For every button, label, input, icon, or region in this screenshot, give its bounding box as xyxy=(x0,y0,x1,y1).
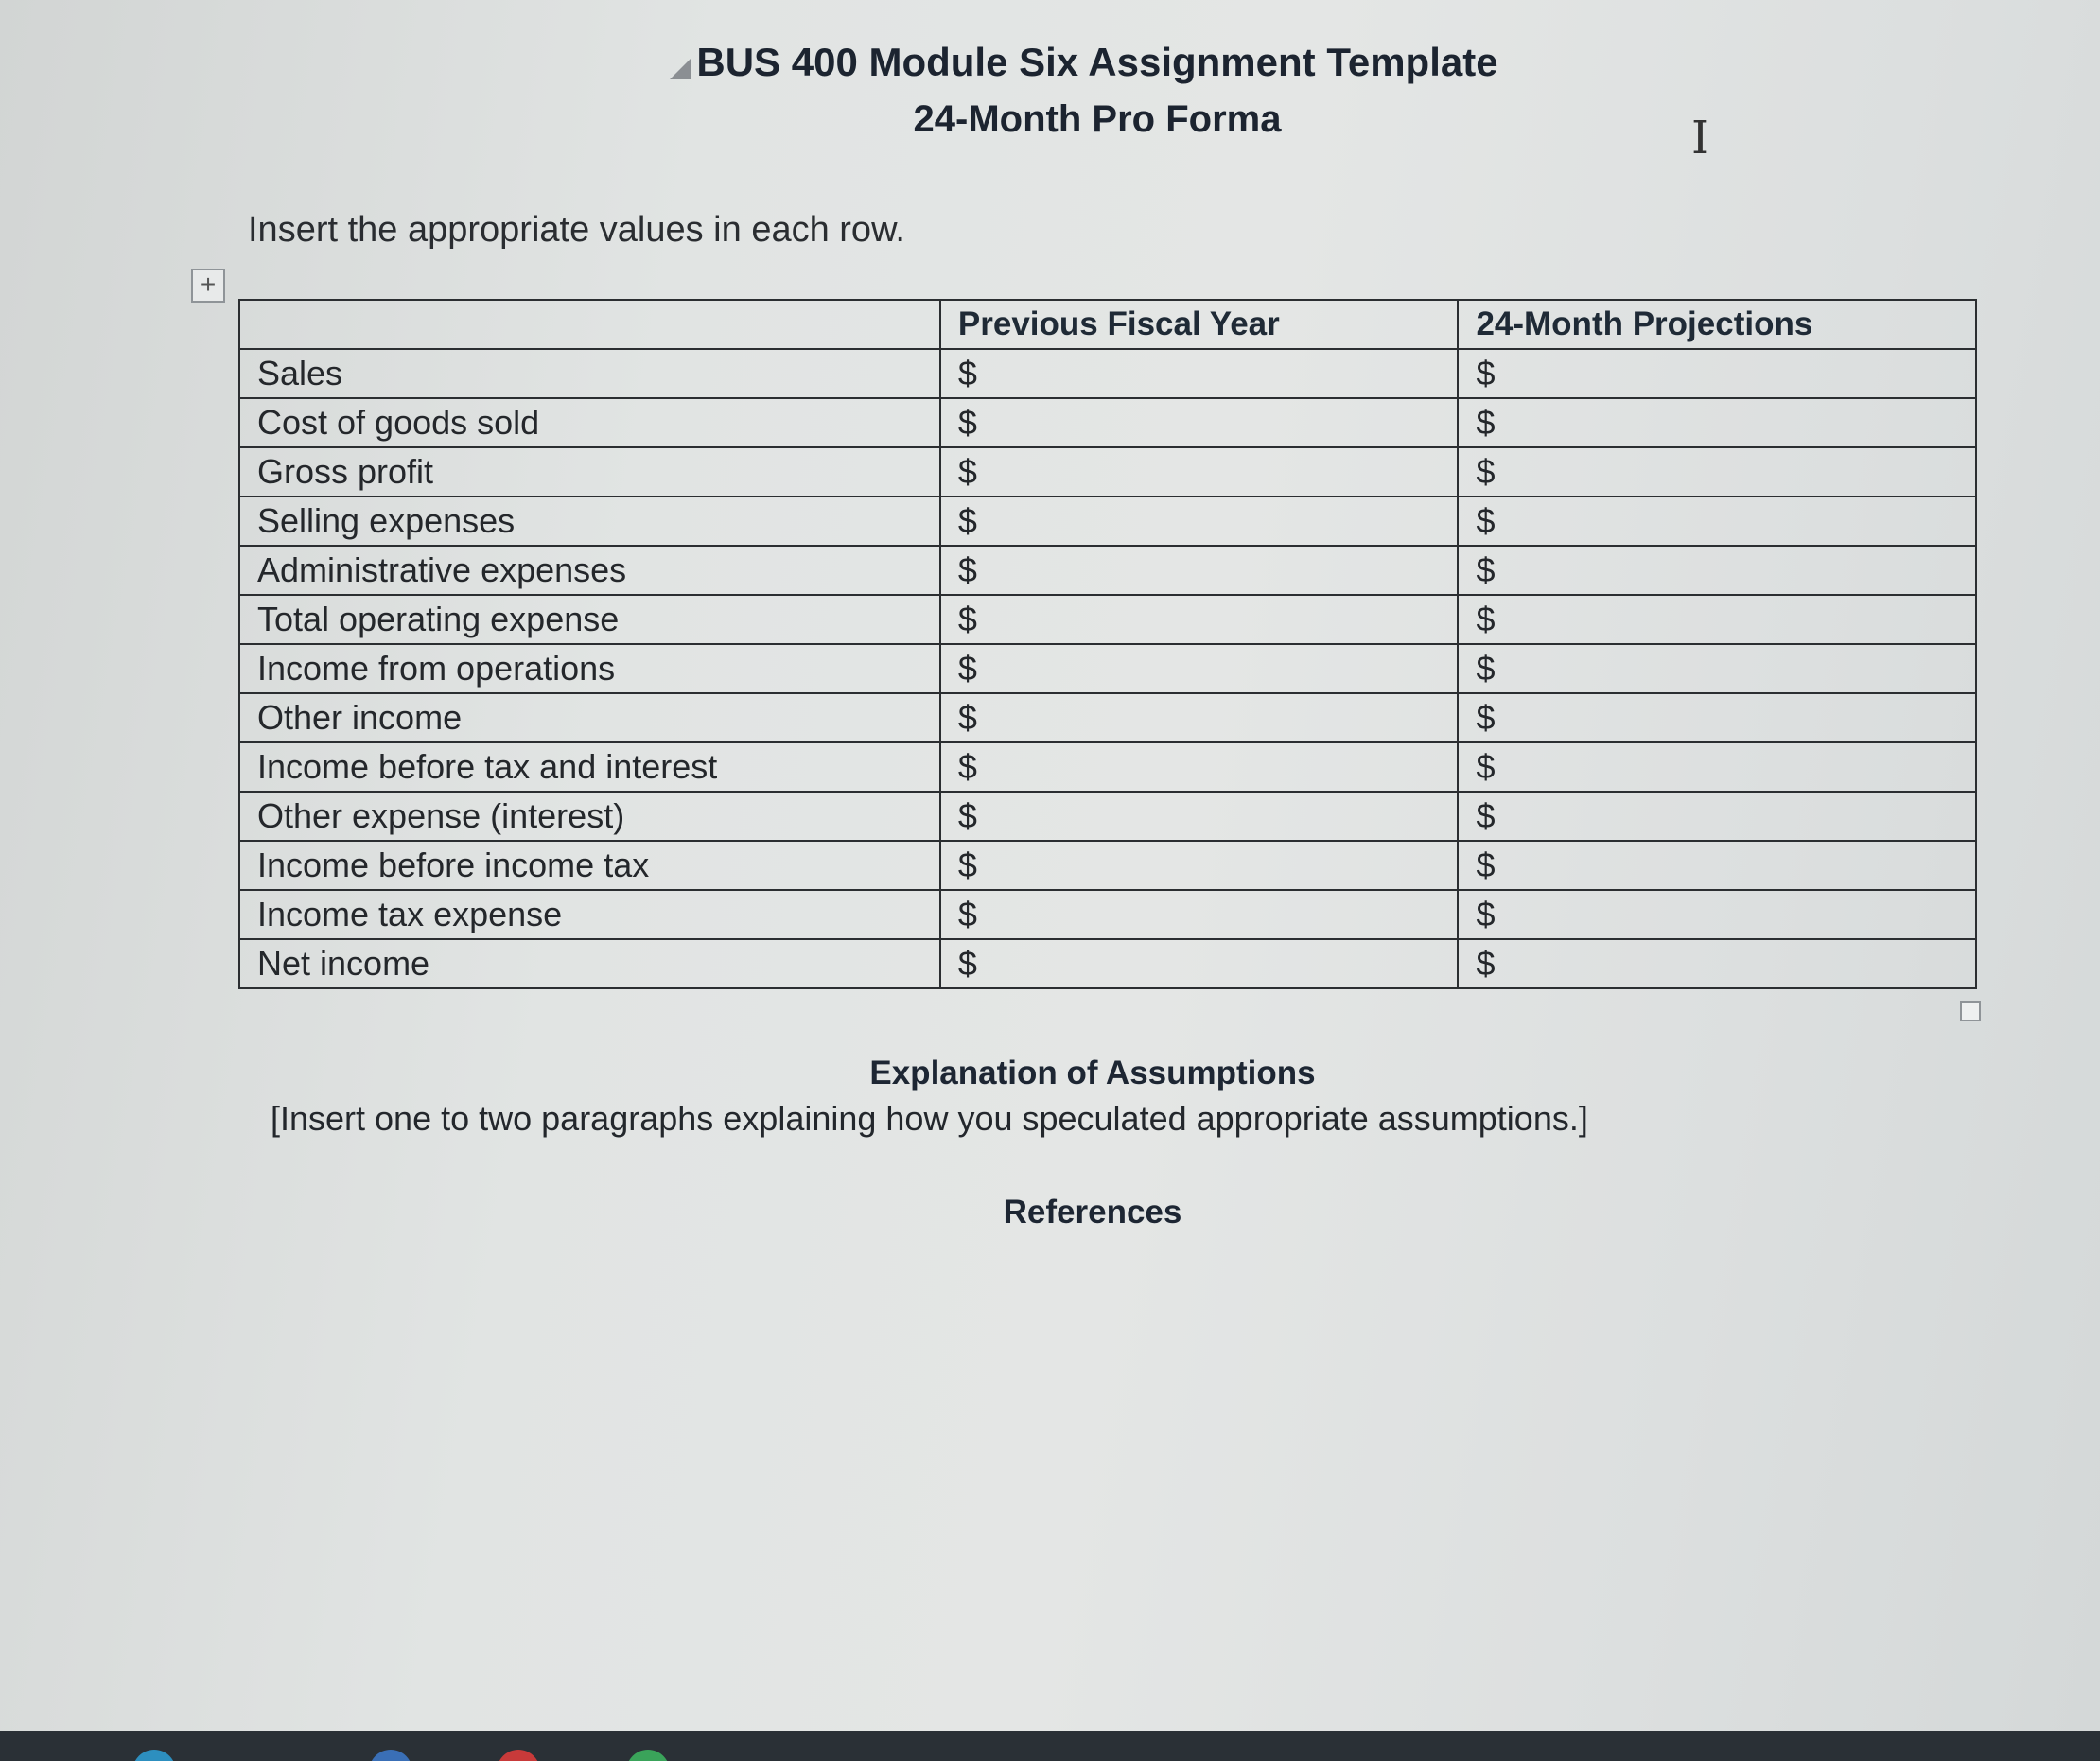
projection-cell[interactable]: $ xyxy=(1458,742,1976,792)
projection-cell[interactable]: $ xyxy=(1458,890,1976,939)
table-row xyxy=(239,546,1976,595)
table-row xyxy=(239,693,1976,742)
row-label-cell[interactable]: Sales xyxy=(239,349,940,398)
previous-fiscal-year-cell[interactable]: $ xyxy=(940,644,1459,693)
taskbar xyxy=(0,1731,2100,1761)
header-empty-cell[interactable] xyxy=(239,300,940,349)
previous-fiscal-year-cell[interactable]: $ xyxy=(940,546,1459,595)
table-header-row xyxy=(239,300,1976,349)
row-label-cell[interactable]: Income tax expense xyxy=(239,890,940,939)
row-label-cell[interactable]: Income before income tax xyxy=(239,841,940,890)
row-label-cell[interactable]: Income from operations xyxy=(239,644,940,693)
projection-cell[interactable]: $ xyxy=(1458,398,1976,447)
row-label-cell[interactable]: Total operating expense xyxy=(239,595,940,644)
projection-cell[interactable]: $ xyxy=(1458,939,1976,988)
table-row xyxy=(239,841,1976,890)
projection-cell[interactable]: $ xyxy=(1458,644,1976,693)
instruction-text: Insert the appropriate values in each row. xyxy=(248,210,905,250)
row-label-cell[interactable]: Income before tax and interest xyxy=(239,742,940,792)
previous-fiscal-year-cell[interactable]: $ xyxy=(940,595,1459,644)
explanation-placeholder[interactable]: [Insert one to two paragraphs explaining how you speculated appropriate assumptions.] xyxy=(271,1099,1588,1138)
previous-fiscal-year-cell[interactable]: $ xyxy=(940,890,1459,939)
table-row xyxy=(239,742,1976,792)
previous-fiscal-year-cell[interactable]: $ xyxy=(940,693,1459,742)
table-row xyxy=(239,595,1976,644)
row-label-cell[interactable]: Net income xyxy=(239,939,940,988)
table-row xyxy=(239,792,1976,841)
table-resize-handle-icon[interactable] xyxy=(1960,1001,1981,1021)
previous-fiscal-year-cell[interactable]: $ xyxy=(940,742,1459,792)
row-label-cell[interactable]: Gross profit xyxy=(239,447,940,497)
document-subtitle: 24-Month Pro Forma xyxy=(913,98,1282,140)
row-label-cell[interactable]: Other expense (interest) xyxy=(239,792,940,841)
previous-fiscal-year-cell[interactable]: $ xyxy=(940,841,1459,890)
table-row xyxy=(239,398,1976,447)
projection-cell[interactable]: $ xyxy=(1458,447,1976,497)
projection-cell[interactable]: $ xyxy=(1458,497,1976,546)
previous-fiscal-year-cell[interactable]: $ xyxy=(940,398,1459,447)
table-row xyxy=(239,644,1976,693)
row-label-cell[interactable]: Other income xyxy=(239,693,940,742)
header-24-month-projections[interactable]: 24-Month Projections xyxy=(1458,300,1976,349)
header-previous-fiscal-year[interactable]: Previous Fiscal Year xyxy=(940,300,1459,349)
previous-fiscal-year-cell[interactable]: $ xyxy=(940,349,1459,398)
projection-cell[interactable]: $ xyxy=(1458,841,1976,890)
projection-cell[interactable]: $ xyxy=(1458,595,1976,644)
table-move-handle-icon[interactable]: + xyxy=(191,269,225,303)
row-label-cell[interactable]: Selling expenses xyxy=(239,497,940,546)
previous-fiscal-year-cell[interactable]: $ xyxy=(940,939,1459,988)
projection-cell[interactable]: $ xyxy=(1458,693,1976,742)
projection-cell[interactable]: $ xyxy=(1458,349,1976,398)
projection-cell[interactable]: $ xyxy=(1458,546,1976,595)
text-cursor-icon: I xyxy=(1691,112,1709,165)
explanation-heading: Explanation of Assumptions xyxy=(869,1055,1316,1091)
references-heading: References xyxy=(1003,1194,1182,1230)
table-row xyxy=(239,939,1976,988)
previous-fiscal-year-cell[interactable]: $ xyxy=(940,792,1459,841)
table-row xyxy=(239,447,1976,497)
row-label-cell[interactable]: Administrative expenses xyxy=(239,546,940,595)
document-title: BUS 400 Module Six Assignment Template xyxy=(696,40,1498,84)
pro-forma-table xyxy=(238,299,1977,989)
table-row xyxy=(239,890,1976,939)
projection-cell[interactable]: $ xyxy=(1458,792,1976,841)
table-row xyxy=(239,497,1976,546)
previous-fiscal-year-cell[interactable]: $ xyxy=(940,447,1459,497)
previous-fiscal-year-cell[interactable]: $ xyxy=(940,497,1459,546)
table-row xyxy=(239,349,1976,398)
row-label-cell[interactable]: Cost of goods sold xyxy=(239,398,940,447)
